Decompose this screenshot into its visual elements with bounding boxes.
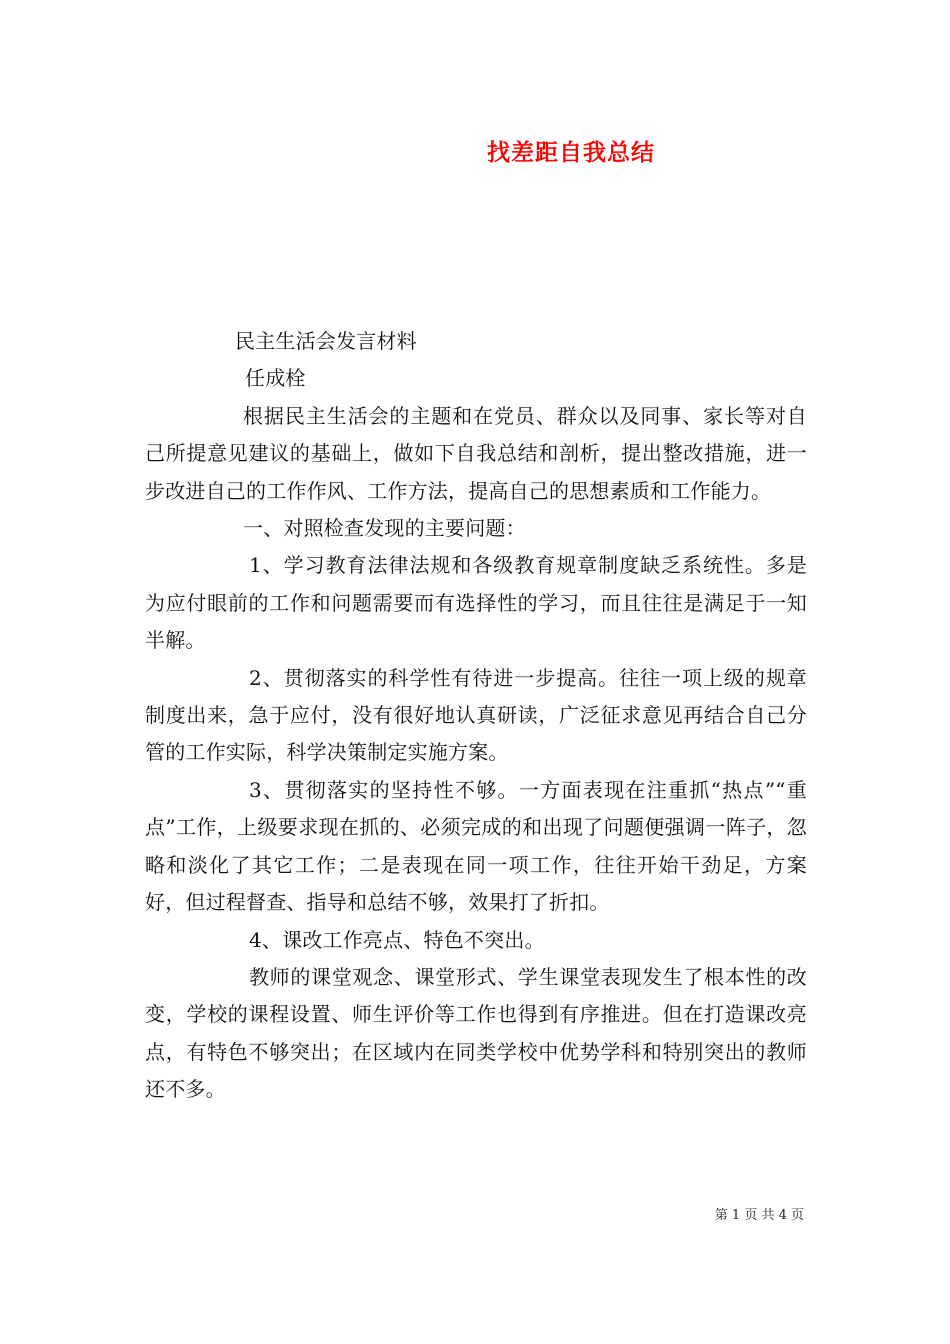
document-title: 找差距自我总结	[487, 140, 655, 166]
paragraph-intro: 根据民主生活会的主题和在党员、群众以及同事、家长等对自己所提意见建议的基础上，做如下自我总结和剖析，提出整改措施，进一步改进自己的工作作风、工作方法，提高自己的思想素质和工作能力。	[145, 403, 807, 503]
paragraph-item-4-detail: 教师的课堂观念、课堂形式、学生课堂表现发生了根本性的改变，学校的课程设置、师生评价等工作也得到有序推进。但在打造课改亮点，有特色不够突出；在区域内在同类学校中优势学科和特别突出的教师还不多。	[145, 964, 807, 1102]
paragraph-item-4: 4、课改工作亮点、特色不突出。	[249, 927, 545, 952]
document-body	[145, 323, 807, 1109]
section-heading-problems: 一、对照检查发现的主要问题：	[243, 516, 526, 541]
document-author: 任成栓	[245, 366, 306, 391]
paragraph-item-1: 1、学习教育法律法规和各级教育规章制度缺乏系统性。多是为应付眼前的工作和问题需要而有选择性的学习，而且往往是满足于一知半解。	[145, 553, 807, 653]
paragraph-item-3: 3、贯彻落实的坚持性不够。一方面表现在注重抓“热点”“重点”工作，上级要求现在抓的、必须完成的和出现了问题便强调一阵子，忽略和淡化了其它工作；二是表现在同一项工作，往往开始干劲足，方案好，但过程督查、指导和总结不够，效果打了折扣。	[145, 777, 807, 915]
paragraph-item-2: 2、贯彻落实的科学性有待进一步提高。往往一项上级的规章制度出来，急于应付，没有很好地认真研读，广泛征求意见再结合自己分管的工作实际，科学决策制定实施方案。	[145, 665, 807, 765]
document-subtitle: 民主生活会发言材料	[235, 329, 417, 353]
page-footer: 第 1 页 共 4 页	[714, 1208, 804, 1223]
